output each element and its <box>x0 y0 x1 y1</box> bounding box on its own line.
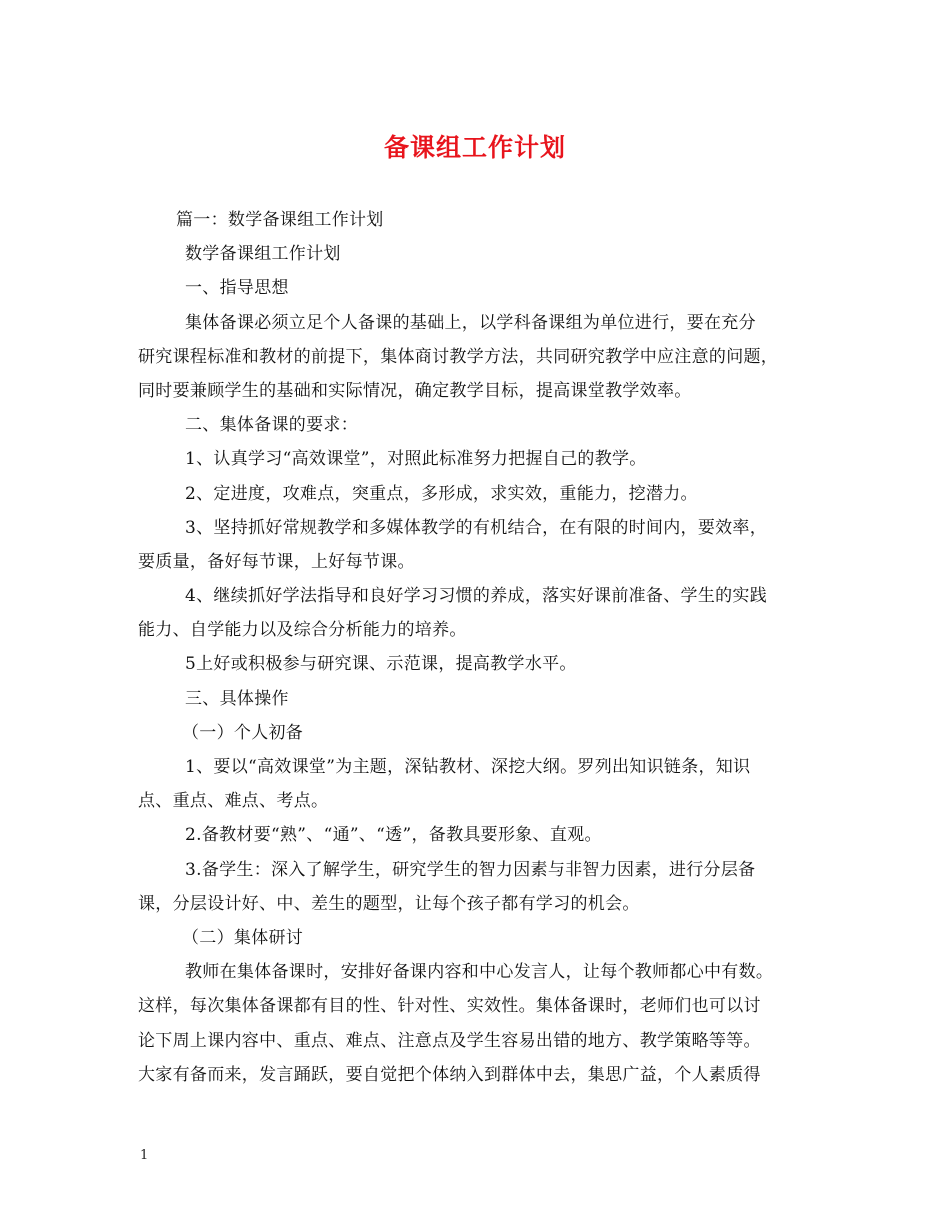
list-item: 3.备学生：深入了解学生，研究学生的智力因素与非智力因素，进行分层备 <box>185 859 756 880</box>
list-item: 2、定进度，攻难点，突重点，多形成，求实效，重能力，挖潜力。 <box>185 483 698 504</box>
paragraph-line: 点、重点、难点、考点。 <box>138 791 329 812</box>
subsection-heading: （二）集体研讨 <box>182 927 304 948</box>
section-heading: 三、具体操作 <box>185 688 289 709</box>
paragraph-line: 集体备课必须立足个人备课的基础上，以学科备课组为单位进行，要在充分 <box>185 312 756 333</box>
list-item: 1、要以“高效课堂”为主题，深钻教材、深挖大纲。罗列出知识链条，知识 <box>185 757 751 777</box>
list-item: 3、坚持抓好常规教学和多媒体教学的有机结合，在有限的时间内，要效率， <box>185 517 768 538</box>
document-title: 备课组工作计划 <box>383 133 566 162</box>
paragraph-line: 同时要兼顾学生的基础和实际情况，确定教学目标，提高课堂教学效率。 <box>138 380 692 401</box>
list-item: 4、继续抓好学法指导和良好学习习惯的养成，落实好课前准备、学生的实践 <box>185 586 768 607</box>
section-heading: 一、指导思想 <box>185 278 289 299</box>
paragraph-line: 能力、自学能力以及综合分析能力的培养。 <box>138 620 467 641</box>
paragraph-line: 大家有备而来，发言踊跃，要自觉把个体纳入到群体中去，集思广益，个人素质得 <box>138 1064 761 1085</box>
paragraph-line: 课，分层设计好、中、差生的题型，让每个孩子都有学习的机会。 <box>138 893 640 914</box>
section-heading: 二、集体备课的要求： <box>185 415 358 436</box>
paragraph-line: 教师在集体备课时，安排好备课内容和中心发言人，让每个教师都心中有数。 <box>185 962 774 983</box>
section-heading: 篇一：数学备课组工作计划 <box>176 210 384 230</box>
subsection-heading: （一）个人初备 <box>182 722 304 743</box>
page-number: 1 <box>140 1148 149 1163</box>
list-item: 5上好或积极参与研究课、示范课，提高教学水平。 <box>185 654 577 675</box>
subtitle: 数学备课组工作计划 <box>185 244 341 265</box>
paragraph-line: 这样，每次集体备课都有目的性、针对性、实效性。集体备课时，老师们也可以讨 <box>138 996 761 1017</box>
paragraph-line: 论下周上课内容中、重点、难点、注意点及学生容易出错的地方、教学策略等等。 <box>138 1030 761 1051</box>
document-body <box>138 203 818 1092</box>
list-item: 2.备教材要“熟”、“通”、“透”，备教具要形象、直观。 <box>185 825 602 846</box>
list-item: 1、认真学习“高效课堂”，对照此标准努力把握自己的教学。 <box>185 449 647 470</box>
paragraph-line: 要质量，备好每节课，上好每节课。 <box>138 551 415 572</box>
paragraph-line: 研究课程标准和教材的前提下，集体商讨教学方法，共同研究教学中应注意的问题， <box>138 346 779 367</box>
